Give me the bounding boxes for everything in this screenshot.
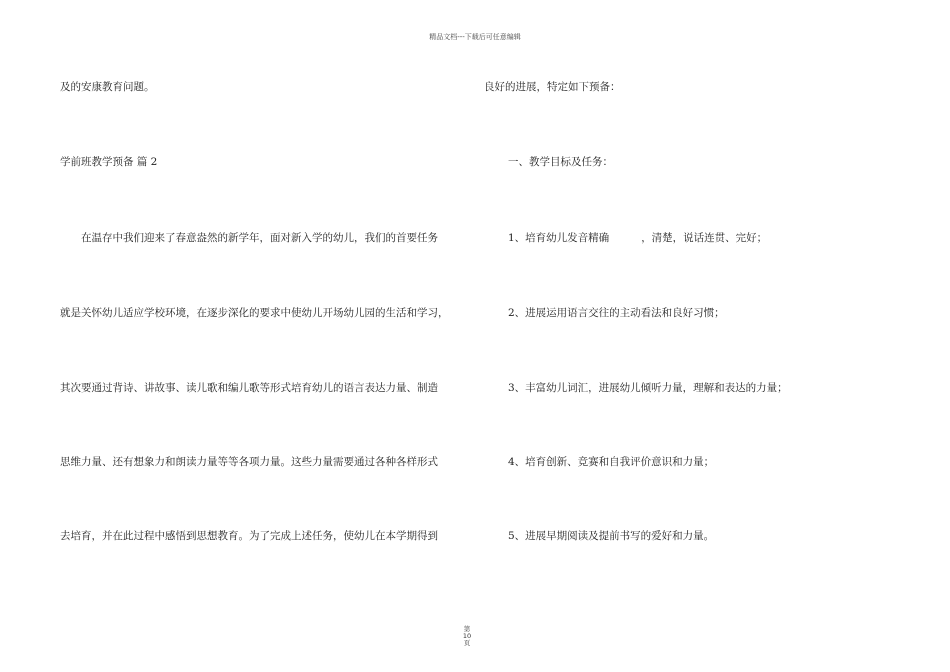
page-number-suffix: 页 xyxy=(463,639,471,647)
right-line-1: 良好的进展，特定如下预备： xyxy=(484,81,621,93)
left-paragraph-line-1: 在温存中我们迎来了春意盎然的新学年，面对新入学的幼儿，我们的首要任务 xyxy=(81,232,438,244)
section-title: 学前班教学预备 篇 2 xyxy=(60,156,158,168)
page-header: 精品文档---下载后可任意编辑 xyxy=(429,33,521,41)
left-paragraph-line-5: 去培育，并在此过程中感悟到思想教育。为了完成上述任务，使幼儿在本学期得到 xyxy=(60,530,438,542)
objective-item-4: 4、培育创新、竞赛和自我评价意识和力量； xyxy=(508,456,715,468)
objectives-heading: 一、教学目标及任务： xyxy=(508,156,613,168)
left-paragraph-line-3: 其次要通过背诗、讲故事、读儿歌和编儿歌等形式培育幼儿的语言表达力量、制造 xyxy=(60,382,438,394)
objective-item-2: 2、进展运用语言交往的主动看法和良好习惯； xyxy=(508,307,725,319)
objective-item-1-part-b: ，清楚，说话连贯、完好； xyxy=(641,232,768,244)
left-line-1: 及的安康教育问题。 xyxy=(60,81,155,93)
page-number xyxy=(455,626,479,647)
objective-item-3: 3、丰富幼儿词汇，进展幼儿倾听力量，理解和表达的力量； xyxy=(508,382,788,394)
page-number-prefix: 第 xyxy=(463,625,471,633)
objective-item-1-part-a: 1、培育幼儿发音精确 xyxy=(508,232,610,244)
left-paragraph-line-2: 就是关怀幼儿适应学校环境，在逐步深化的要求中使幼儿开场幼儿园的生活和学习， xyxy=(60,307,449,319)
objective-item-1 xyxy=(508,231,767,245)
objective-item-5: 5、进展早期阅读及提前书写的爱好和力量。 xyxy=(508,530,715,542)
left-paragraph-line-4: 思维力量、还有想象力和朗读力量等等各项力量。这些力量需要通过各种各样形式 xyxy=(60,456,438,468)
page-number-value: 10 xyxy=(462,632,472,640)
